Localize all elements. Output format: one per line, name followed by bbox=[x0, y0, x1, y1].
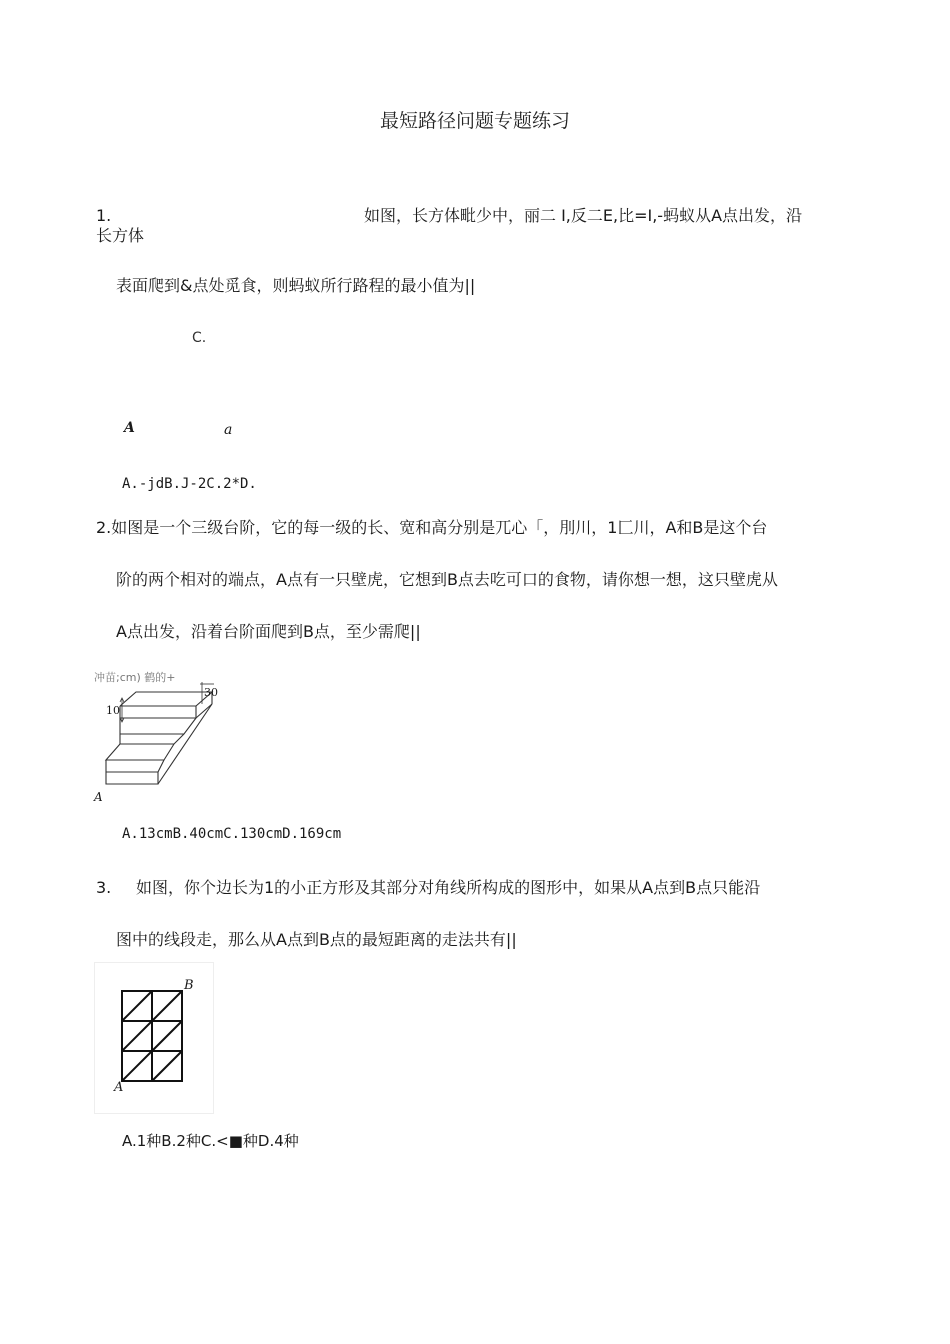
q2-options: A.13cmB.40cmC.130cmD.169cm bbox=[122, 826, 342, 842]
q2-figure-label-30: 30 bbox=[204, 686, 218, 699]
q1-line1b: 长方体 bbox=[96, 226, 145, 245]
q2-figure-label-10: 10 bbox=[106, 704, 120, 717]
q1-line1: 如图，长方体毗少中，丽二 I,反二E,比=I,-蚂蚁从A点出发，沿 bbox=[364, 206, 803, 225]
q2-figure-label-a: A bbox=[94, 790, 103, 804]
q1-options: A.-jdB.J-2C.2*D. bbox=[122, 476, 257, 492]
q2-line3: A点出发，沿着台阶面爬到B点，至少需爬|| bbox=[116, 622, 421, 641]
q3-grid-figure bbox=[94, 962, 212, 1112]
q2-staircase-figure bbox=[92, 678, 222, 808]
q3-figure-label-b: B bbox=[184, 978, 194, 993]
q3-line2: 图中的线段走，那么从A点到B点的最短距离的走法共有|| bbox=[116, 930, 517, 949]
q3-line1: 如图，你个边长为1的小正方形及其部分对角线所构成的图形中，如果从A点到B点只能沿 bbox=[136, 878, 761, 897]
q1-figure-label-a: A bbox=[124, 420, 135, 436]
q3-number: 3. bbox=[96, 878, 112, 897]
q1-figure-label-a2: a bbox=[224, 422, 233, 438]
q2-figure-caption: 冲苗;cm) 鹤的+ bbox=[94, 671, 176, 684]
q3-options: A.1种B.2种C.<■种D.4种 bbox=[122, 1132, 299, 1150]
q1-figure-label-c: C. bbox=[192, 330, 207, 346]
q1-number: 1. bbox=[96, 206, 112, 225]
page-title: 最短路径问题专题练习 bbox=[379, 110, 570, 132]
q1-line2: 表面爬到&点处觅食，则蚂蚁所行路程的最小值为|| bbox=[116, 276, 476, 295]
q2-line2: 阶的两个相对的端点，A点有一只壁虎，它想到B点去吃可口的食物，请你想一想，这只壁虎从 bbox=[116, 570, 778, 589]
q2-line1: 2.如图是一个三级台阶，它的每一级的长、宽和高分别是兀心「，刖川，1匚川，A和B是这个台 bbox=[96, 518, 768, 537]
q3-figure-label-a: A bbox=[114, 1080, 124, 1095]
